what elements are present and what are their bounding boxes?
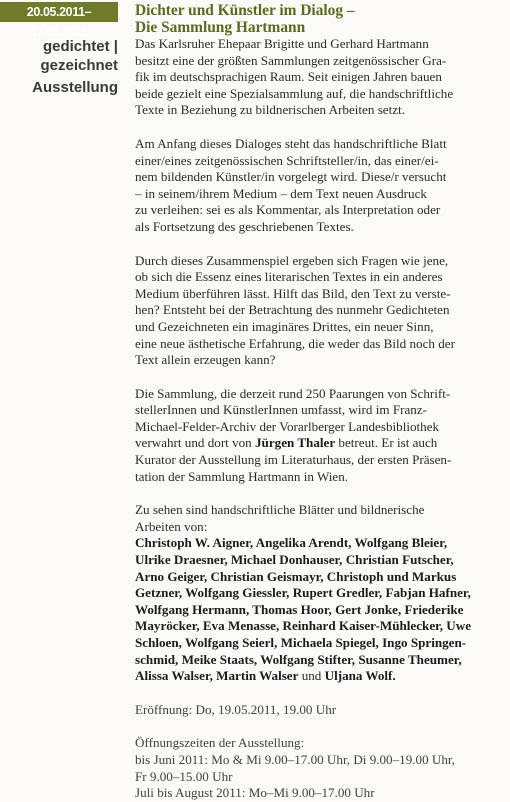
article-headline — [135, 2, 507, 36]
curator-name: Jürgen Thaler — [255, 435, 336, 451]
artist-names-line: Arno Geiger, Christian Geismayr, Christoph und Markus — [135, 568, 457, 584]
text-line: Medium überführen lässt. Hilft das Bild, den Text zu verste- — [135, 285, 451, 301]
text-line: eine neue ästhetische Erfahrung, die weder das Bild noch der — [135, 335, 455, 351]
text-line: Kurator der Ausstellung im Literaturhaus, der ersten Präsen- — [135, 452, 452, 468]
text-line — [135, 435, 507, 452]
paragraph-collection — [135, 386, 507, 486]
text-line: Eröffnung: Do, 19.05.2011, 19.00 Uhr — [135, 701, 337, 717]
text-line: beide gezielt eine Spezialsammlung auf, die handschriftliche — [135, 85, 454, 101]
text-line: Text allein erzeugen kann? — [135, 352, 276, 368]
section-label — [0, 37, 118, 75]
text-line: bis Juni 2011: Mo & Mi 9.00–17.00 Uhr, Di 9.00–19.00 Uhr, — [135, 751, 455, 767]
paragraph-dialog — [135, 136, 507, 236]
text-line: zu verleihen: sei es als Kommentar, als Interpretation oder — [135, 202, 441, 218]
text-line: Durch dieses Zusammenspiel ergeben sich Fragen wie jene, — [135, 252, 449, 268]
artist-names-line: Ulrike Draesner, Michael Donhauser, Christian Futscher, — [135, 552, 454, 568]
artist-names-line: schmid, Meike Staats, Wolfgang Stifter, Susanne Theumer, — [135, 651, 462, 667]
article-body — [135, 36, 507, 802]
category-label-text: Ausstellung — [32, 79, 118, 96]
opening-date — [135, 702, 507, 719]
artist-names-line: Christoph W. Aigner, Angelika Arendt, Wolfgang Bleier, — [135, 535, 448, 551]
artist-names-line — [135, 668, 507, 685]
headline-line: Die Sammlung Hartmann — [135, 19, 306, 36]
text-line: einer/eines zeitgenössischen Schriftsteller/in, das einer/ei- — [135, 152, 439, 168]
headline-line: Dichter und Künstler im Dialog – — [135, 2, 355, 19]
text-line: – in seinem/ihrem Medium – dem Text neuen Ausdruck — [135, 185, 427, 201]
section-label-line: gedichtet | — [42, 38, 118, 55]
artist-names-line: Wolfgang Hermann, Thomas Hoor, Gert Jonke, Friederike — [135, 601, 464, 617]
date-range-badge: 20.05.2011–17.08.2011 — [0, 2, 118, 22]
text-fragment: verwahrt und dort von — [135, 435, 255, 451]
text-fragment: und — [298, 668, 325, 684]
text-line: Das Karlsruher Ehepaar Brigitte und Gerhard Hartmann — [135, 36, 429, 51]
text-line: hen? Entsteht bei der Betrachtung des nunmehr Gedichteten — [135, 302, 450, 318]
artist-names: Uljana Wolf. — [324, 668, 396, 684]
paragraph-artists — [135, 502, 507, 685]
text-line: besitzt eine der größten Sammlungen zeitgenössischer Gra- — [135, 52, 447, 68]
paragraph-questions — [135, 253, 507, 369]
artist-names: Alissa Walser, Martin Walser — [135, 668, 299, 684]
paragraph-intro — [135, 36, 507, 119]
artist-names-line: Schloen, Wolfgang Seierl, Michaela Spiegel, Ingo Springen- — [135, 635, 467, 650]
text-line: Michael-Felder-Archiv der Vorarlberger Landesbibliothek — [135, 418, 440, 434]
text-line: nem bildenden Künstler/in vorgelegt wird. Diese/r versucht — [135, 169, 447, 185]
text-line: Öffnungszeiten der Ausstellung: — [135, 735, 305, 751]
artist-names-line: Mayröcker, Eva Menasse, Reinhard Kaiser-Mühlecker, Uwe — [135, 618, 472, 634]
text-line: Arbeiten von: — [135, 518, 208, 534]
text-line: Juli bis August 2011: Mo–Mi 9.00–17.00 Uhr — [135, 785, 375, 801]
opening-hours — [135, 735, 507, 801]
text-line: stellerInnen und KünstlerInnen umfasst, wird im Franz- — [135, 402, 427, 418]
section-label-line: gezeichnet — [40, 57, 118, 74]
text-line: Zu sehen sind handschriftliche Blätter und bildnerische — [135, 502, 425, 518]
article — [135, 2, 507, 802]
text-line: tation der Sammlung Hartmann in Wien. — [135, 468, 349, 484]
text-line: Texte in Beziehung zu bildnerischen Arbeiten setzt. — [135, 102, 405, 118]
text-line: ob sich die Essenz eines literarischen Textes in ein anderes — [135, 269, 443, 285]
text-line: Die Sammlung, die derzeit rund 250 Paarungen von Schrift- — [135, 385, 451, 401]
category-label — [0, 78, 118, 97]
text-line: Am Anfang dieses Dialoges steht das handschriftliche Blatt — [135, 135, 447, 151]
text-line: als Fortsetzung des geschriebenen Textes. — [135, 218, 354, 234]
text-line: und Gezeichneten ein imaginäres Drittes, ein neuer Sinn, — [135, 318, 434, 334]
artist-names-line: Getzner, Wolfgang Giessler, Rupert Gredler, Fabjan Hafner, — [135, 585, 471, 601]
text-line: fik im deutschsprachigen Raum. Seit einigen Jahren bauen — [135, 69, 442, 85]
text-fragment: betreut. Er ist auch — [335, 435, 438, 451]
text-line: Fr 9.00–15.00 Uhr — [135, 768, 233, 784]
